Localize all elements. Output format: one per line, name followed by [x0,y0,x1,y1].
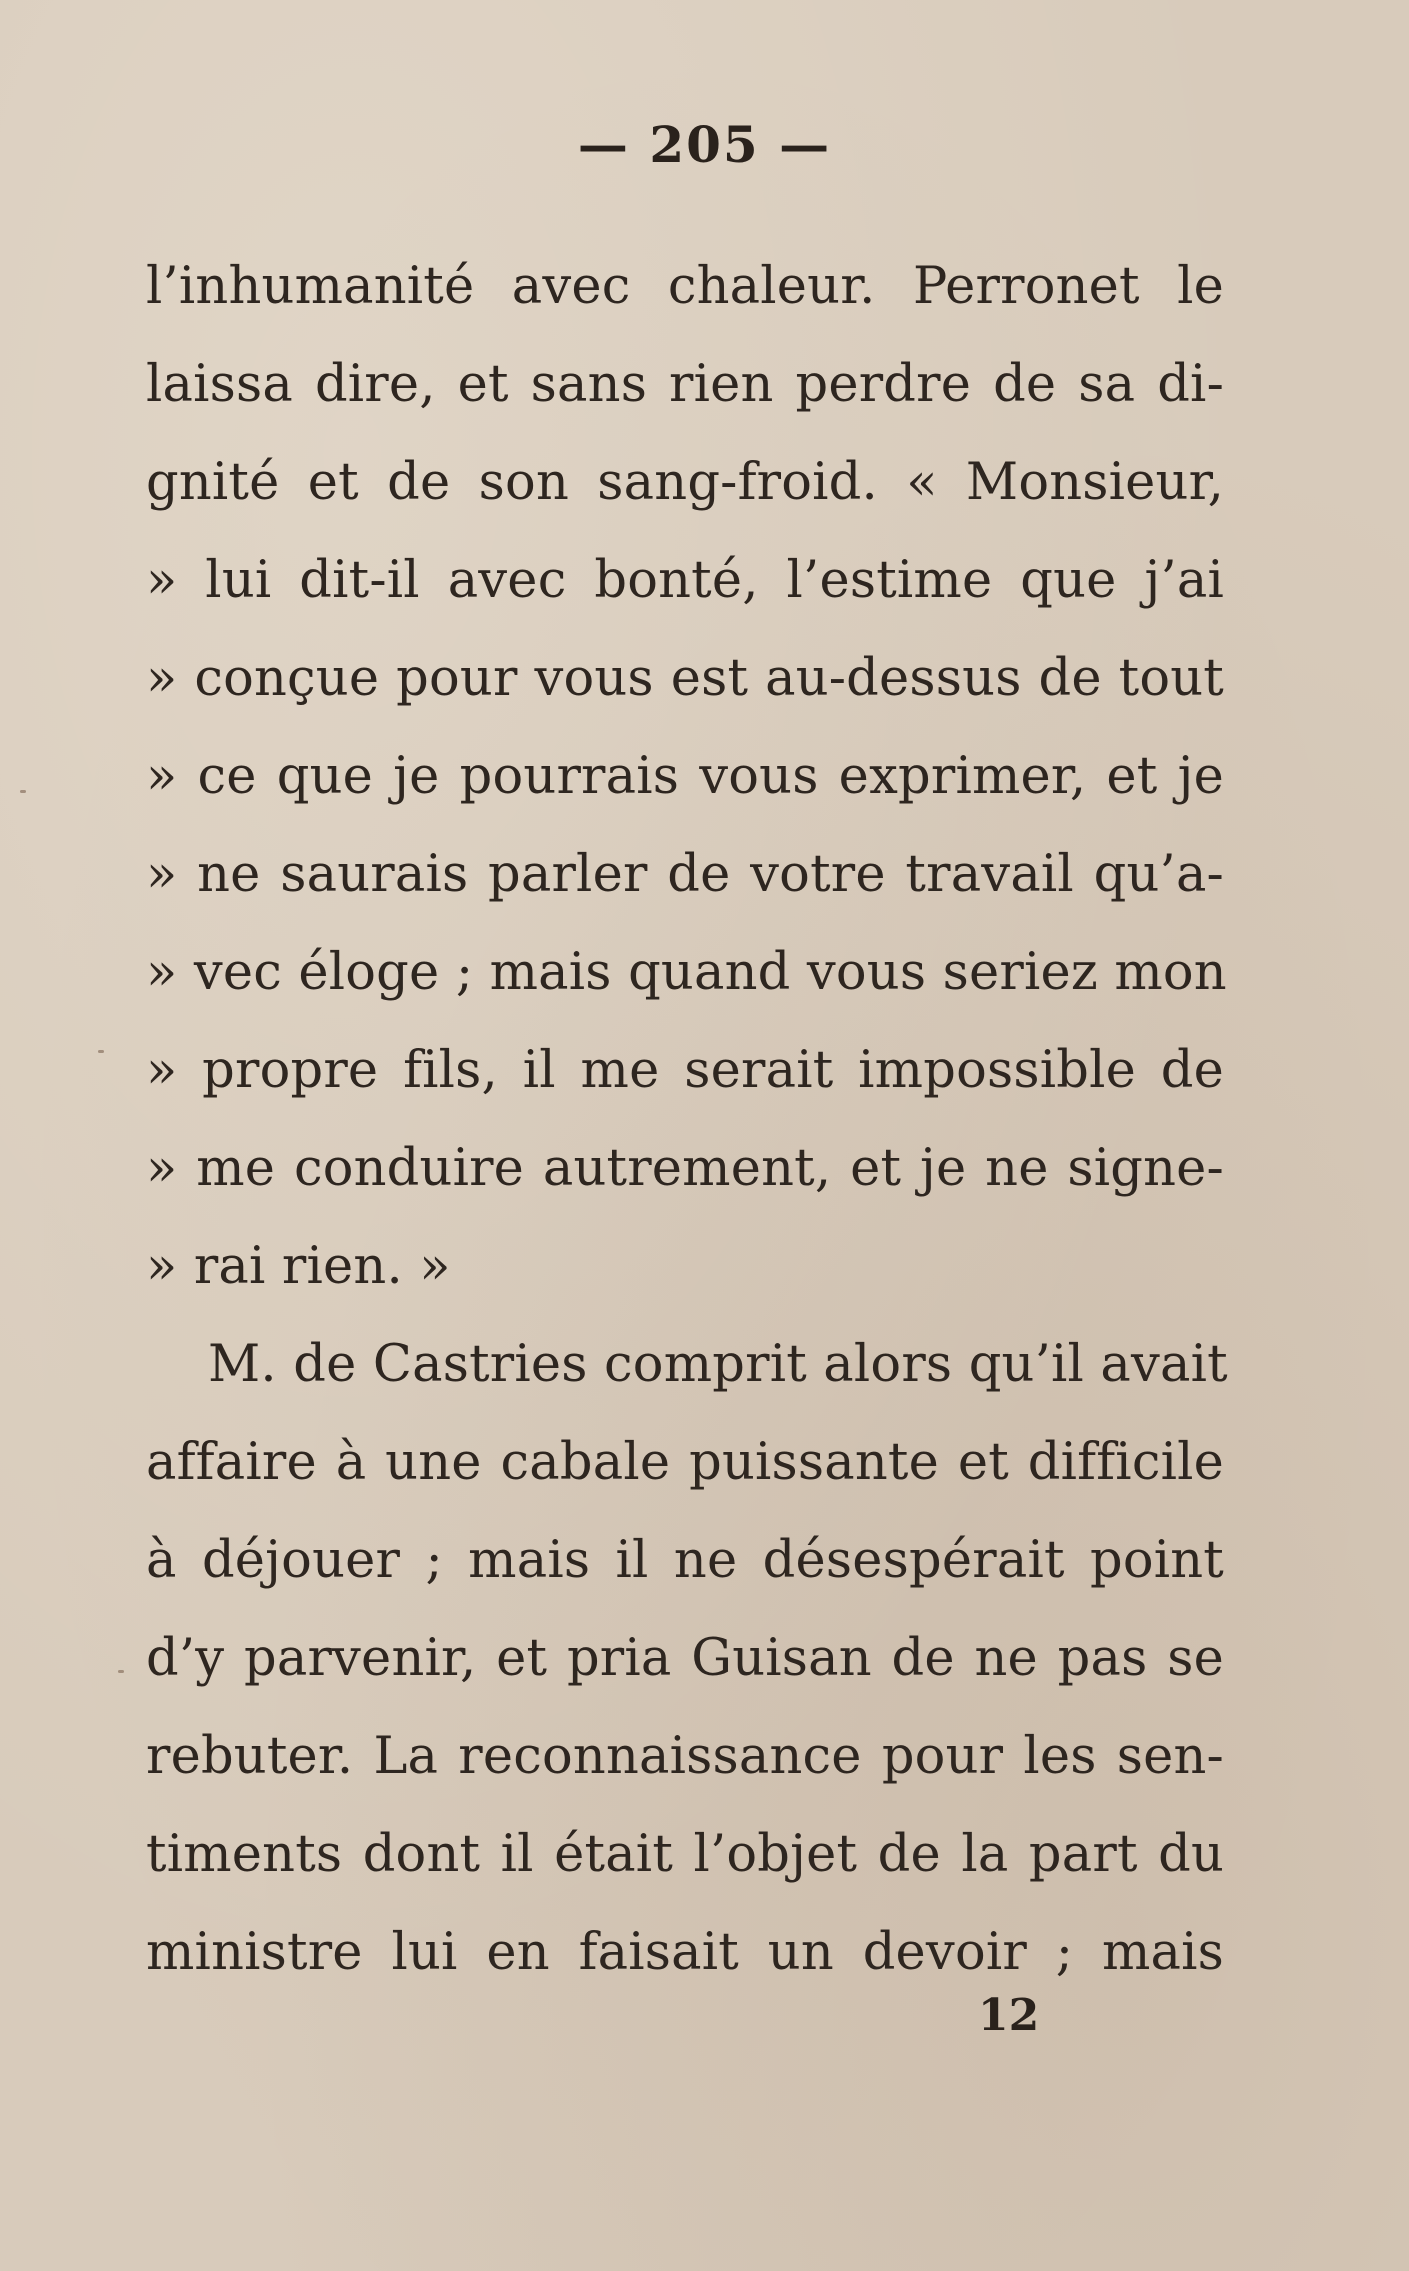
text-line: à déjouer ; mais il ne désespérait point [146,1531,1224,1590]
text-line: d’y parvenir, et pria Guisan de ne pas se [146,1629,1224,1688]
text-line: ministre lui en faisait un devoir ; mais [146,1923,1224,1982]
text-line: affaire à une cabale puissante et difficile [146,1433,1224,1492]
text-line: » rai rien. » [146,1237,451,1296]
text-line: » conçue pour vous est au-dessus de tout [146,649,1224,708]
text-line: rebuter. La reconnaissance pour les sen- [146,1727,1224,1786]
text-line: » propre fils, il me serait impossible de [146,1041,1224,1100]
text-line: » me conduire autrement, et je ne signe- [146,1139,1224,1198]
text-line: timents dont il était l’objet de la part du [146,1825,1224,1884]
signature-mark: 12 [978,1990,1040,2041]
text-line: l’inhumanité avec chaleur. Perronet le [146,257,1224,316]
text-line: » lui dit-il avec bonté, l’estime que j’ai [146,551,1224,610]
page-number-header: — 205 — [577,115,832,174]
body-text [146,238,1228,2002]
text-line: laissa dire, et sans rien perdre de sa di- [146,355,1224,414]
paper-speck [20,790,26,793]
paper-speck [98,1050,104,1053]
text-line: » ne saurais parler de votre travail qu’a- [146,845,1224,904]
text-line: » ce que je pourrais vous exprimer, et je [146,747,1224,806]
text-line: M. de Castries comprit alors qu’il avait [208,1335,1228,1394]
paper-speck [118,1670,124,1673]
text-line: gnité et de son sang-froid. « Monsieur, [146,453,1224,512]
text-line: » vec éloge ; mais quand vous seriez mon [146,943,1227,1002]
